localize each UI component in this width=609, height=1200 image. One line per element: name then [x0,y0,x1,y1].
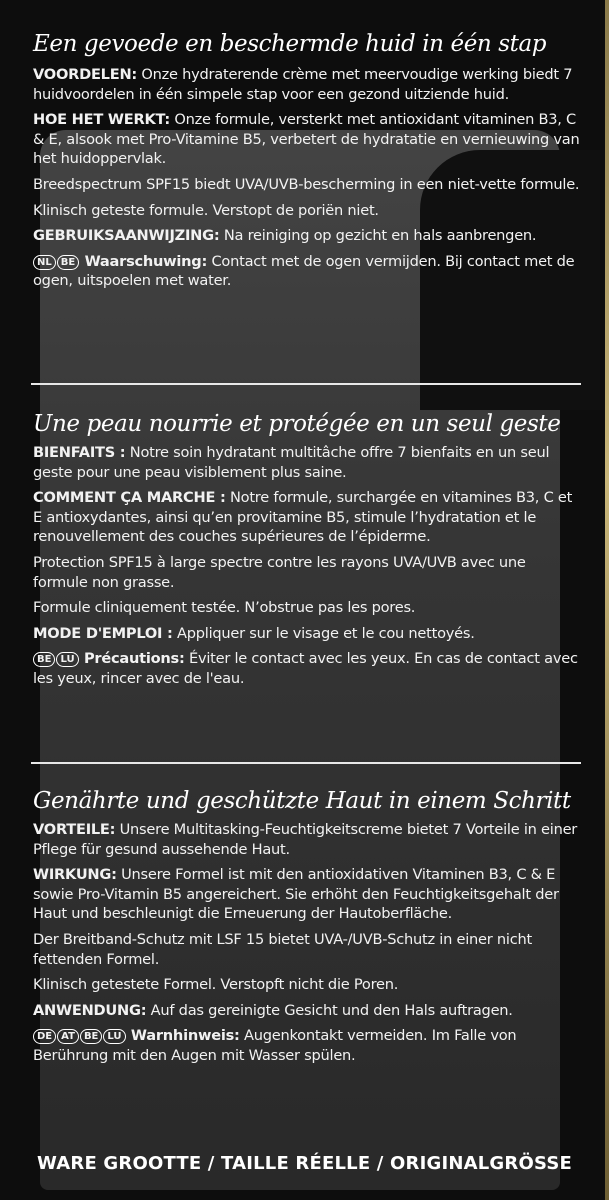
usage-fr [33,624,581,644]
country-badge-nl: NL [33,255,56,270]
benefits-text-fr: Notre soin hydratant multitâche offre 7 bienfaits en un seul geste pour une peau visiblement plus saine. [33,444,550,481]
usage-label-fr: MODE D'EMPLOI : [33,624,173,642]
benefits-text-de: Unsere Multitasking-Feuchtigkeitscreme bietet 7 Vorteile in einer Pflege für gesund aussehende Haut. [33,821,578,858]
usage-text-de: Auf das gereinigte Gesicht und den Hals auftragen. [146,1001,513,1019]
benefits-label-de: VORTEILE: [33,821,116,838]
how-text-nl: Onze formule, versterkt met antioxidant vitaminen B3, C & E, alsook met Pro-Vitamine B5, verbetert de hydratatie en vernieuwing van het huidoppervlak. [33,111,580,168]
country-badge-be: BE [57,255,79,270]
warning-label-fr: Précautions: [83,650,185,668]
how-it-works-nl [33,110,581,169]
usage-text-fr: Appliquer sur le visage et le cou nettoyés. [172,624,475,642]
usage-de [33,1001,581,1021]
usage-text-nl: Na reiniging op gezicht en hals aanbrengen. [219,227,537,245]
warning-text-nl: Contact met de ogen vermijden. Bij contact met de ogen, uitspoelen met water. [33,252,575,290]
how-text-fr: Notre formule, surchargée en vitamines B3, C et E antioxydantes, ainsi qu’en provitamine B5, stimule l’hydratation et le renouvellement des couches supérieures de l’épiderme. [33,489,573,546]
section-de [33,787,581,1066]
country-badge-lu: LU [103,1029,125,1044]
how-text-de: Unsere Formel ist mit den antioxidativen Vitaminen B3, C & E sowie Pro-Vitamin B5 angereichert. Sie erhöht den Feuchtigkeitsgehalt der Haut und beschleunigt die Erneuerung der Hautoberfläche. [33,866,559,923]
spf-de: Der Breitband-Schutz mit LSF 15 bietet UVA-/UVB-Schutz in einer nicht fettenden Formel. [33,930,532,968]
actual-size-footer: WARE GROOTTE / TAILLE RÉELLE / ORIGINALGRÖSSE [37,1153,572,1174]
spf-nl: Breedspectrum SPF15 biedt UVA/UVB-bescherming in een niet-vette formule. [33,175,580,193]
warning-fr [33,649,581,688]
country-badge-be: BE [80,1029,102,1044]
how-label-nl: HOE HET WERKT: [33,111,170,129]
warning-label-nl: Waarschuwing: [84,252,208,270]
tested-de: Klinisch getestete Formel. Verstopft nicht die Poren. [33,976,399,994]
section-nl [33,30,581,291]
spf-fr: Protection SPF15 à large spectre contre les rayons UVA/UVB avec une formule non grasse. [33,553,526,591]
heading-nl: Een gevoede en beschermde huid in één stap [33,31,547,57]
country-badge-de: DE [33,1029,56,1044]
tested-nl: Klinisch geteste formule. Verstopt de poriën niet. [33,201,379,219]
benefits-de [33,820,581,859]
warning-de [33,1026,581,1065]
heading-de: Genährte und geschützte Haut in einem Schritt [33,788,571,814]
country-badge-be: BE [33,652,55,667]
section-divider [31,383,581,385]
section-fr [33,410,581,689]
benefits-label-nl: VOORDELEN: [33,66,137,83]
how-it-works-fr [33,488,581,547]
warning-nl [33,252,581,291]
benefits-fr [33,443,581,482]
country-badge-at: AT [57,1029,79,1044]
benefits-label-fr: BIENFAITS : [33,444,126,461]
warning-text-fr: Éviter le contact avec les yeux. En cas de contact avec les yeux, rincer avec de l'eau. [33,650,578,687]
benefits-nl [33,65,581,104]
usage-label-nl: GEBRUIKSAANWIJZING: [33,227,220,245]
warning-label-de: Warnhinweis: [130,1027,240,1045]
tested-fr: Formule cliniquement testée. N’obstrue pas les pores. [33,599,416,617]
how-it-works-de [33,865,581,924]
how-label-de: WIRKUNG: [33,866,117,884]
section-divider [31,762,581,764]
heading-fr: Une peau nourrie et protégée en un seul geste [33,411,561,437]
usage-label-de: ANWENDUNG: [33,1001,147,1019]
benefits-text-nl: Onze hydraterende crème met meervoudige werking biedt 7 huidvoordelen in één simpele stap voor een gezond uitziende huid. [33,66,573,103]
how-label-fr: COMMENT ÇA MARCHE : [33,489,226,507]
warning-text-de: Augenkontakt vermeiden. Im Falle von Berührung mit den Augen mit Wasser spülen. [33,1027,517,1064]
usage-nl [33,226,581,246]
country-badge-lu: LU [56,652,78,667]
